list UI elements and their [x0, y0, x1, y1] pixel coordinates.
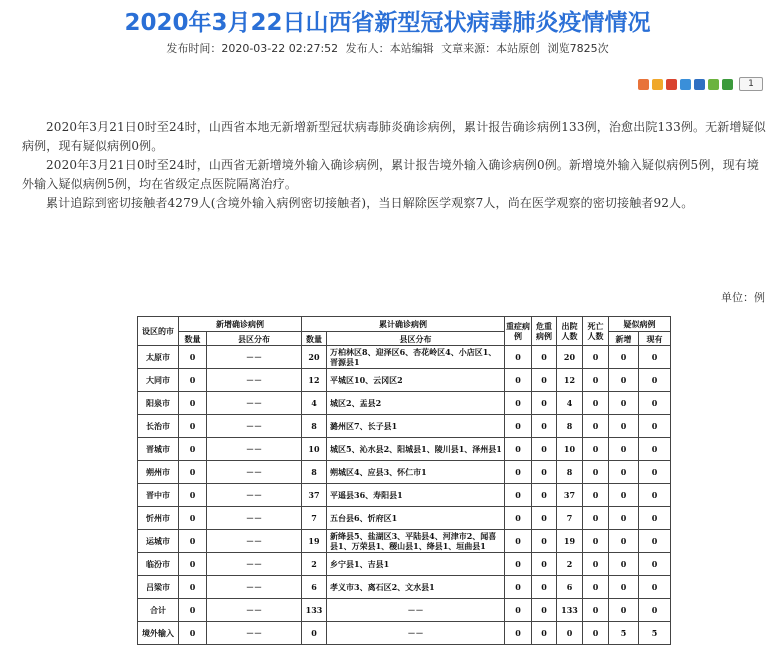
cell-cum-dist: 乡宁县1、吉县1 [327, 553, 505, 576]
cell-new-count: 0 [179, 530, 207, 553]
cell-new-dist: －－ [207, 438, 302, 461]
cell-new-dist: －－ [207, 461, 302, 484]
article-source: 文章来源：本站原创 [441, 42, 541, 55]
cell-suspected-new: 0 [609, 576, 639, 599]
cell-new-dist: －－ [207, 392, 302, 415]
cell-deaths: 0 [583, 415, 609, 438]
cell-deaths: 0 [583, 507, 609, 530]
cell-city: 太原市 [138, 346, 179, 369]
cell-new-count: 0 [179, 415, 207, 438]
cell-deaths: 0 [583, 622, 609, 645]
cell-new-count: 0 [179, 507, 207, 530]
cell-city: 长治市 [138, 415, 179, 438]
cell-cum-dist: 城区2、盂县2 [327, 392, 505, 415]
cell-suspected-current: 0 [639, 530, 671, 553]
cell-cum-dist: 孝义市3、离石区2、文水县1 [327, 576, 505, 599]
table-row [138, 392, 671, 415]
cell-suspected-current: 0 [639, 415, 671, 438]
table-row [138, 484, 671, 507]
header-suspected-group: 疑似病例 [609, 317, 671, 332]
unit-label: 单位：例 [721, 291, 765, 304]
header-cum-group: 累计确诊病例 [302, 317, 505, 332]
table-row [138, 622, 671, 645]
cell-suspected-current: 0 [639, 392, 671, 415]
cell-discharged: 133 [557, 599, 583, 622]
cell-cum-dist: 五台县6、忻府区1 [327, 507, 505, 530]
cell-deaths: 0 [583, 576, 609, 599]
cell-severe: 0 [505, 346, 532, 369]
cell-suspected-new: 0 [609, 392, 639, 415]
kaixin-icon[interactable] [708, 79, 719, 90]
douban-icon[interactable] [722, 79, 733, 90]
table-row [138, 507, 671, 530]
cell-deaths: 0 [583, 461, 609, 484]
cell-new-count: 0 [179, 576, 207, 599]
cell-severe: 0 [505, 484, 532, 507]
cell-suspected-current: 0 [639, 461, 671, 484]
cell-discharged: 10 [557, 438, 583, 461]
cell-cum-dist: 朔城区4、应县3、怀仁市1 [327, 461, 505, 484]
cell-deaths: 0 [583, 553, 609, 576]
cell-cum-dist: 万柏林区8、迎泽区6、杏花岭区4、小店区1、晋源县1 [327, 346, 505, 369]
cell-deaths: 0 [583, 346, 609, 369]
cell-suspected-current: 0 [639, 369, 671, 392]
cell-new-dist: －－ [207, 622, 302, 645]
cell-discharged: 2 [557, 553, 583, 576]
cell-deaths: 0 [583, 438, 609, 461]
header-severe: 重症病例 [505, 317, 532, 346]
share-bar [638, 77, 763, 91]
cell-severe: 0 [505, 622, 532, 645]
cell-discharged: 19 [557, 530, 583, 553]
cell-critical: 0 [532, 392, 557, 415]
cell-new-dist: －－ [207, 599, 302, 622]
cell-city: 大同市 [138, 369, 179, 392]
cell-new-dist: －－ [207, 530, 302, 553]
cell-city: 吕梁市 [138, 576, 179, 599]
cell-suspected-new: 0 [609, 553, 639, 576]
cell-cum-count: 10 [302, 438, 327, 461]
cell-critical: 0 [532, 438, 557, 461]
cell-discharged: 20 [557, 346, 583, 369]
cell-cum-dist: －－ [327, 599, 505, 622]
cell-suspected-new: 0 [609, 461, 639, 484]
cell-suspected-new: 0 [609, 530, 639, 553]
header-discharged: 出院人数 [557, 317, 583, 346]
cell-cum-count: 2 [302, 553, 327, 576]
epidemic-table [137, 316, 671, 645]
cell-discharged: 8 [557, 415, 583, 438]
cell-critical: 0 [532, 369, 557, 392]
cell-severe: 0 [505, 438, 532, 461]
cell-cum-dist: 平遥县36、寿阳县1 [327, 484, 505, 507]
cell-cum-count: 37 [302, 484, 327, 507]
cell-critical: 0 [532, 346, 557, 369]
cell-new-dist: －－ [207, 484, 302, 507]
cell-discharged: 8 [557, 461, 583, 484]
cell-suspected-new: 0 [609, 599, 639, 622]
cell-new-count: 0 [179, 392, 207, 415]
cell-discharged: 37 [557, 484, 583, 507]
cell-cum-dist: 新绛县5、盐湖区3、平陆县4、河津市2、闻喜县1、万荣县1、稷山县1、绛县1、垣曲县1 [327, 530, 505, 553]
paragraph: 2020年3月21日0时至24时，山西省本地无新增新型冠状病毒肺炎确诊病例，累计报告确诊病例133例，治愈出院133例。无新增疑似病例，现有疑似病例0例。 [22, 120, 766, 153]
cell-cum-count: 4 [302, 392, 327, 415]
paragraph: 累计追踪到密切接触者4279人(含境外输入病例密切接触者)，当日解除医学观察7人，尚在医学观察的密切接触者92人。 [46, 196, 694, 210]
table-row [138, 461, 671, 484]
table-row [138, 576, 671, 599]
cell-city: 晋中市 [138, 484, 179, 507]
cell-discharged: 0 [557, 622, 583, 645]
cell-discharged: 4 [557, 392, 583, 415]
cell-new-count: 0 [179, 599, 207, 622]
cell-critical: 0 [532, 553, 557, 576]
table-row [138, 599, 671, 622]
header-deaths: 死亡人数 [583, 317, 609, 346]
cell-cum-dist: －－ [327, 622, 505, 645]
cell-suspected-new: 0 [609, 415, 639, 438]
cell-suspected-current: 0 [639, 484, 671, 507]
cell-critical: 0 [532, 622, 557, 645]
cell-cum-dist: 平城区10、云冈区2 [327, 369, 505, 392]
cell-city: 境外输入 [138, 622, 179, 645]
header-critical: 危重病例 [532, 317, 557, 346]
cell-suspected-new: 0 [609, 507, 639, 530]
cell-cum-count: 8 [302, 461, 327, 484]
table-row [138, 415, 671, 438]
cell-suspected-current: 0 [639, 599, 671, 622]
cell-deaths: 0 [583, 530, 609, 553]
cell-new-dist: －－ [207, 346, 302, 369]
cell-new-count: 0 [179, 369, 207, 392]
cell-suspected-current: 0 [639, 576, 671, 599]
qzone-icon[interactable] [680, 79, 691, 90]
cell-deaths: 0 [583, 369, 609, 392]
header-suspected-current: 现有 [639, 332, 671, 346]
cell-suspected-current: 0 [639, 553, 671, 576]
cell-new-dist: －－ [207, 369, 302, 392]
cell-deaths: 0 [583, 484, 609, 507]
star-icon[interactable] [652, 79, 663, 90]
cell-severe: 0 [505, 507, 532, 530]
cell-cum-count: 133 [302, 599, 327, 622]
cell-severe: 0 [505, 576, 532, 599]
cell-cum-count: 19 [302, 530, 327, 553]
cell-new-count: 0 [179, 461, 207, 484]
cell-critical: 0 [532, 530, 557, 553]
table-row [138, 553, 671, 576]
cell-suspected-new: 5 [609, 622, 639, 645]
table-row [138, 346, 671, 369]
cell-deaths: 0 [583, 599, 609, 622]
cell-severe: 0 [505, 599, 532, 622]
cell-cum-count: 7 [302, 507, 327, 530]
cell-discharged: 6 [557, 576, 583, 599]
cell-new-count: 0 [179, 622, 207, 645]
cell-suspected-current: 5 [639, 622, 671, 645]
cell-critical: 0 [532, 507, 557, 530]
cell-suspected-new: 0 [609, 369, 639, 392]
share-count[interactable]: 1 [739, 77, 763, 91]
header-cum-dist: 县区分布 [327, 332, 505, 346]
cell-new-count: 0 [179, 346, 207, 369]
cell-severe: 0 [505, 461, 532, 484]
cell-severe: 0 [505, 553, 532, 576]
weibo-icon[interactable] [666, 79, 677, 90]
cell-city: 朔州市 [138, 461, 179, 484]
cell-suspected-new: 0 [609, 346, 639, 369]
cell-city: 合计 [138, 599, 179, 622]
article-body [22, 118, 767, 213]
cell-critical: 0 [532, 484, 557, 507]
cell-critical: 0 [532, 461, 557, 484]
cell-cum-dist: 城区5、沁水县2、阳城县1、陵川县1、泽州县1 [327, 438, 505, 461]
page-title: 2020年3月22日山西省新型冠状病毒肺炎疫情情况 [124, 10, 651, 36]
cell-suspected-new: 0 [609, 484, 639, 507]
cell-new-dist: －－ [207, 553, 302, 576]
cell-critical: 0 [532, 415, 557, 438]
cell-cum-count: 0 [302, 622, 327, 645]
cell-suspected-current: 0 [639, 438, 671, 461]
cell-critical: 0 [532, 576, 557, 599]
header-new-group: 新增确诊病例 [179, 317, 302, 332]
article-meta [0, 40, 775, 56]
paragraph: 2020年3月21日0时至24时，山西省无新增境外输入确诊病例，累计报告境外输入确诊病例0例。新增境外输入疑似病例5例，现有境外输入疑似病例5例，均在省级定点医院隔离治疗。 [22, 158, 760, 191]
cell-new-count: 0 [179, 484, 207, 507]
renren-icon[interactable] [694, 79, 705, 90]
cell-city: 阳泉市 [138, 392, 179, 415]
header-cum-count: 数量 [302, 332, 327, 346]
add-icon[interactable] [638, 79, 649, 90]
cell-cum-dist: 潞州区7、长子县1 [327, 415, 505, 438]
cell-new-dist: －－ [207, 415, 302, 438]
cell-suspected-current: 0 [639, 507, 671, 530]
cell-deaths: 0 [583, 392, 609, 415]
cell-city: 运城市 [138, 530, 179, 553]
header-city: 设区的市 [138, 317, 179, 346]
table-row [138, 438, 671, 461]
header-new-count: 数量 [179, 332, 207, 346]
table-row [138, 530, 671, 553]
cell-severe: 0 [505, 369, 532, 392]
cell-new-count: 0 [179, 553, 207, 576]
cell-cum-count: 6 [302, 576, 327, 599]
cell-discharged: 12 [557, 369, 583, 392]
cell-critical: 0 [532, 599, 557, 622]
cell-new-count: 0 [179, 438, 207, 461]
cell-city: 晋城市 [138, 438, 179, 461]
publisher: 发布人：本站编辑 [345, 42, 434, 55]
publish-time: 发布时间：2020-03-22 02:27:52 [166, 42, 339, 55]
cell-new-dist: －－ [207, 507, 302, 530]
cell-suspected-new: 0 [609, 438, 639, 461]
cell-severe: 0 [505, 530, 532, 553]
cell-city: 临汾市 [138, 553, 179, 576]
cell-severe: 0 [505, 415, 532, 438]
cell-city: 忻州市 [138, 507, 179, 530]
cell-suspected-current: 0 [639, 346, 671, 369]
cell-new-dist: －－ [207, 576, 302, 599]
cell-discharged: 7 [557, 507, 583, 530]
cell-cum-count: 12 [302, 369, 327, 392]
cell-cum-count: 8 [302, 415, 327, 438]
view-count: 浏览7825次 [547, 42, 609, 55]
table-row [138, 369, 671, 392]
header-new-dist: 县区分布 [207, 332, 302, 346]
header-suspected-new: 新增 [609, 332, 639, 346]
cell-severe: 0 [505, 392, 532, 415]
cell-cum-count: 20 [302, 346, 327, 369]
